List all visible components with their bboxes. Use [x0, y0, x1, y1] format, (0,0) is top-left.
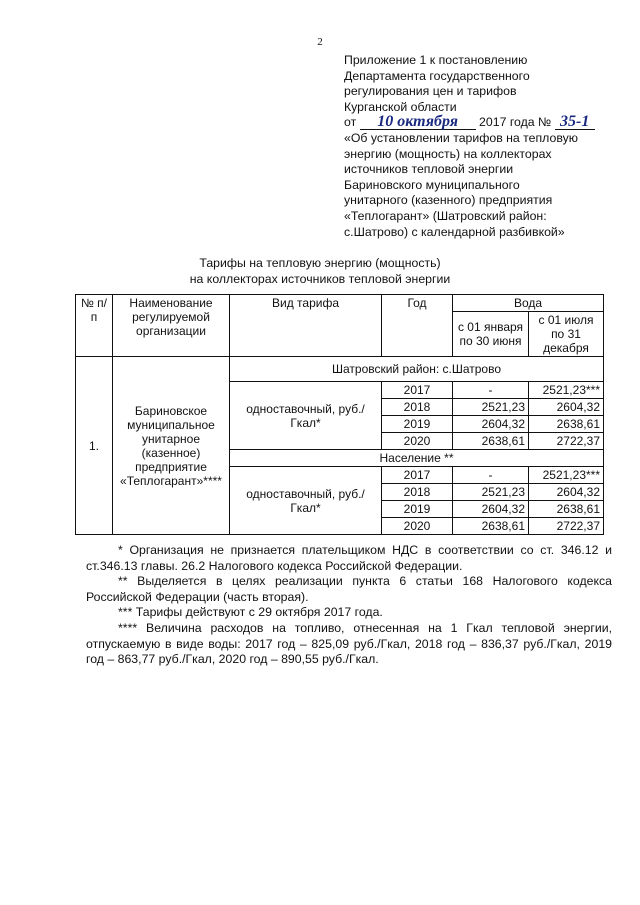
year-cell: 2018 [382, 484, 453, 501]
year-cell: 2019 [382, 416, 453, 433]
appendix-line: Курганской области [344, 99, 457, 114]
half1-cell: 2604,32 [453, 416, 529, 433]
tariff-type-cell: одноставочный, руб./Гкал* [230, 467, 382, 535]
header-org: Наименование регулируемой организации [113, 295, 230, 357]
appendix-line: Приложение 1 к постановлению [344, 53, 528, 67]
handwritten-number: 35-1 [555, 115, 595, 130]
table-title-line: Тарифы на тепловую энергию (мощность) [199, 256, 441, 270]
section-row [76, 357, 604, 382]
year-cell: 2019 [382, 501, 453, 518]
half2-cell: 2604,32 [529, 399, 604, 416]
table-title-line: на коллекторах источников тепловой энергии [189, 271, 451, 286]
tariff-table [75, 294, 604, 535]
footnote: * Организация не признается плательщиком НДС в соответствии со ст. 346.12 и ст.346.13 главы. 26.2 Налогового кодекса Российской Федерации. [86, 543, 612, 573]
section-title: Население ** [230, 450, 604, 467]
header-half2: с 01 июля по 31 декабря [529, 312, 604, 357]
appendix-title-line: с.Шатрово) с календарной разбивкой» [344, 224, 565, 239]
half2-cell: 2722,37 [529, 433, 604, 450]
organization-name: Бариновское муниципальное унитарное (казенное) предприятие «Теплогарант»**** [113, 357, 230, 535]
header-tariff-type: Вид тарифа [230, 295, 382, 357]
row-number: 1. [76, 357, 113, 535]
half1-cell: - [453, 382, 529, 399]
half2-cell: 2638,61 [529, 501, 604, 518]
appendix-line: Департамента государственного [344, 68, 530, 83]
date-line [344, 115, 614, 131]
table-header-row [76, 295, 604, 312]
appendix-header [344, 53, 614, 240]
header-year: Год [382, 295, 453, 357]
year-text: 2017 года № [479, 115, 552, 130]
year-cell: 2017 [382, 467, 453, 484]
half2-cell: 2521,23*** [529, 382, 604, 399]
appendix-title-line: энергию (мощность) на коллекторах [344, 146, 552, 161]
half1-cell: - [453, 467, 529, 484]
appendix-title-line: «Теплогарант» (Шатровский район: [344, 208, 547, 223]
appendix-title-line: Бариновского муниципального [344, 177, 520, 192]
handwritten-date: 10 октября [360, 115, 476, 130]
half1-cell: 2604,32 [453, 501, 529, 518]
footnote: *** Тарифы действуют с 29 октября 2017 года. [118, 605, 383, 620]
section-title: Шатровский район: с.Шатрово [230, 357, 604, 382]
half2-cell: 2521,23*** [529, 467, 604, 484]
half2-cell: 2638,61 [529, 416, 604, 433]
header-half1: с 01 января по 30 июня [453, 312, 529, 357]
appendix-title-line: «Об установлении тарифов на тепловую [344, 130, 578, 145]
half1-cell: 2638,61 [453, 433, 529, 450]
year-cell: 2020 [382, 433, 453, 450]
half2-cell: 2604,32 [529, 484, 604, 501]
half1-cell: 2638,61 [453, 518, 529, 535]
header-num: № п/п [76, 295, 113, 357]
page-number: 2 [317, 36, 323, 48]
footnotes [86, 543, 612, 668]
appendix-line: регулирования цен и тарифов [344, 84, 517, 99]
date-prefix: от [344, 115, 357, 130]
footnote: **** Величина расходов на топливо, отнесенная на 1 Гкал тепловой энергии, отпускаемую в виде воды: 2017 год – 825,09 руб./Гкал, 2018 год – 836,37 руб./Гкал, 2019 год – 863,77 руб./Гкал, 2020 год – 890,55 руб./Гкал. [86, 620, 612, 667]
year-cell: 2018 [382, 399, 453, 416]
tariff-type-cell: одноставочный, руб./Гкал* [230, 382, 382, 450]
footnote: ** Выделяется в целях реализации пункта 6 статьи 168 Налогового кодекса Российской Федерации (часть вторая). [86, 574, 612, 604]
appendix-title-line: источников тепловой энергии [344, 162, 514, 177]
year-cell: 2020 [382, 518, 453, 535]
half2-cell: 2722,37 [529, 518, 604, 535]
half1-cell: 2521,23 [453, 399, 529, 416]
header-water: Вода [453, 295, 604, 312]
half1-cell: 2521,23 [453, 484, 529, 501]
table-title [0, 256, 640, 287]
year-cell: 2017 [382, 382, 453, 399]
appendix-title-line: унитарного (казенного) предприятия [344, 193, 553, 208]
